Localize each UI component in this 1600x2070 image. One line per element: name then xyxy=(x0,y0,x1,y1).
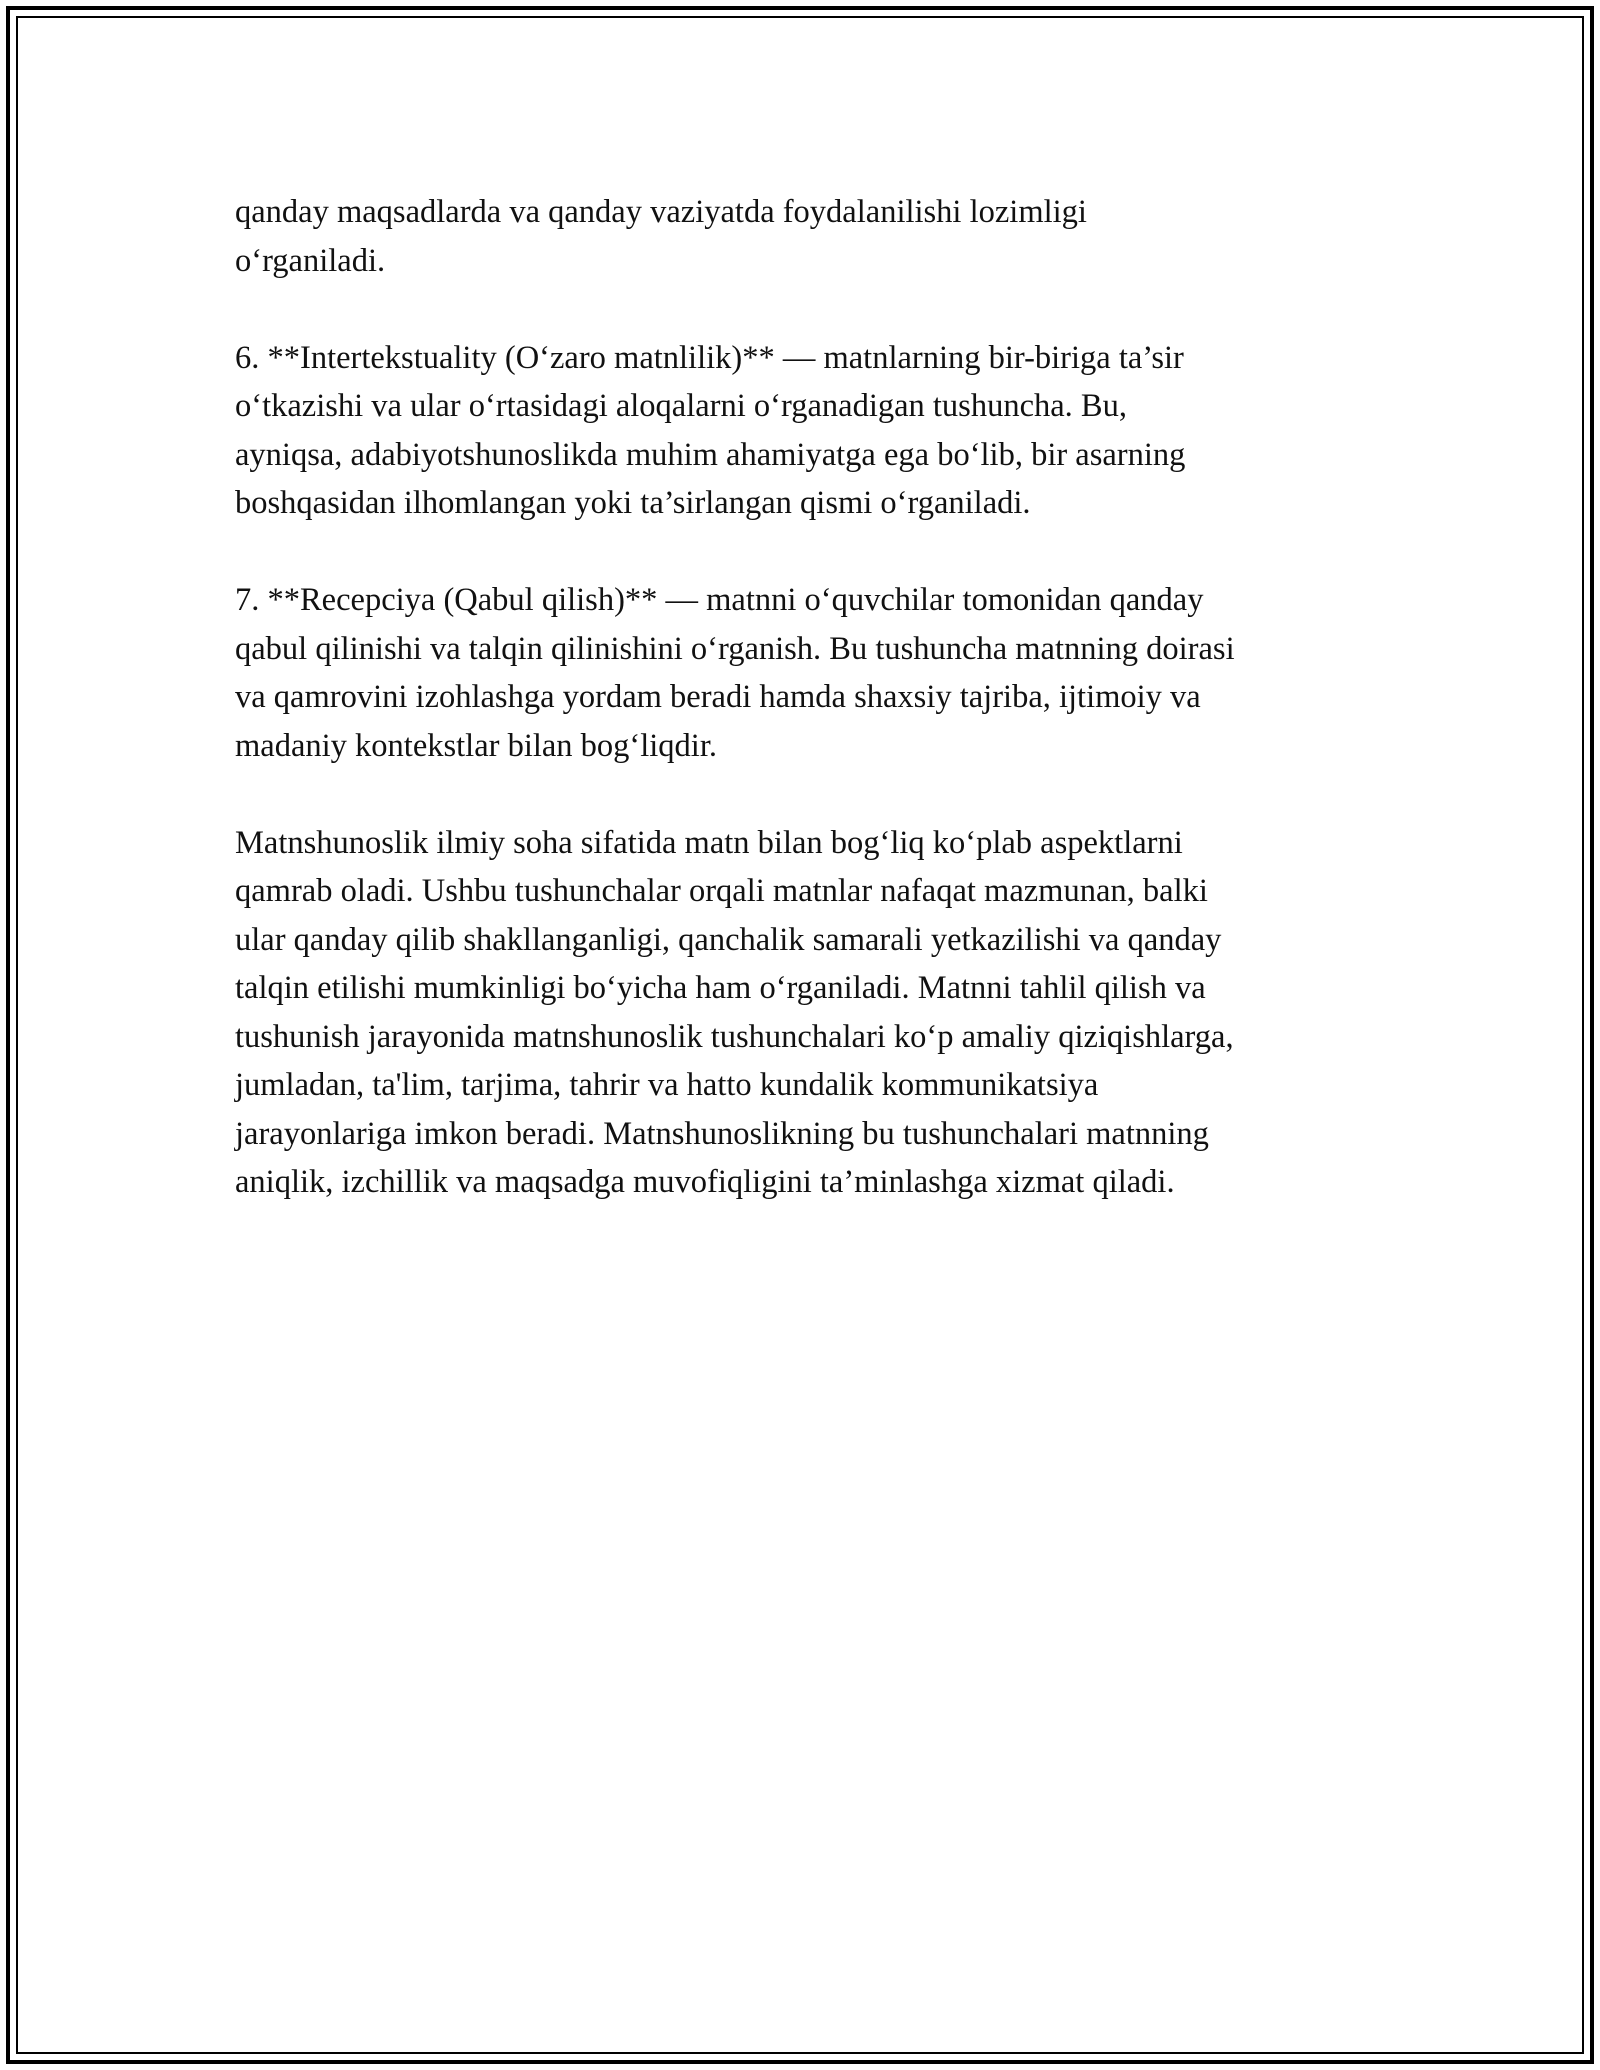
text-line: tushunish jarayonida matnshunoslik tushunchalari ko‘p amaliy qiziqishlarga, xyxy=(235,1018,1234,1055)
paragraph-reception xyxy=(235,576,1375,770)
text-line: ayniqsa, adabiyotshunoslikda muhim ahamiyatga ega bo‘lib, bir asarning xyxy=(235,436,1186,473)
paragraph-conclusion xyxy=(235,819,1375,1207)
text-line: Matnshunoslik ilmiy soha sifatida matn bilan bog‘liq ko‘plab aspektlarni xyxy=(235,824,1183,861)
text-line: o‘tkazishi va ular o‘rtasidagi aloqalarni o‘rganadigan tushuncha. Bu, xyxy=(235,388,1127,424)
text-line: boshqasidan ilhomlangan yoki ta’sirlangan qismi o‘rganiladi. xyxy=(235,485,1031,521)
text-line: qamrab oladi. Ushbu tushunchalar orqali matnlar nafaqat mazmunan, balki xyxy=(235,873,1208,909)
text-line: jumladan, ta'lim, tarjima, tahrir va hatto kundalik kommunikatsiya xyxy=(235,1067,1099,1103)
paragraph-intertextuality xyxy=(235,334,1375,528)
text-line: o‘rganiladi. xyxy=(235,242,386,279)
text-line: 6. **Intertekstuality (O‘zaro matnlilik)** — matnlarning bir-biriga ta’sir xyxy=(235,339,1184,376)
text-line: ular qanday qilib shakllanganligi, qanchalik samarali yetkazilishi va qanday xyxy=(235,921,1222,958)
text-line: qanday maqsadlarda va qanday vaziyatda foydalanilishi lozimligi xyxy=(235,194,1087,230)
text-line: madaniy kontekstlar bilan bog‘liqdir. xyxy=(235,727,717,764)
text-line: aniqlik, izchillik va maqsadga muvofiqligini ta’minlashga xizmat qiladi. xyxy=(235,1164,1175,1200)
paragraph-continuation xyxy=(235,188,1375,285)
text-line: jarayonlariga imkon beradi. Matnshunoslikning bu tushunchalari matnning xyxy=(235,1115,1209,1152)
text-line: va qamrovini izohlashga yordam beradi hamda shaxsiy tajriba, ijtimoiy va xyxy=(235,679,1201,715)
text-line: talqin etilishi mumkinligi bo‘yicha ham o‘rganiladi. Matnni tahlil qilish va xyxy=(235,970,1206,1006)
text-line: 7. **Recepciya (Qabul qilish)** — matnni o‘quvchilar tomonidan qanday xyxy=(235,582,1204,618)
document-body xyxy=(235,188,1375,1255)
text-line: qabul qilinishi va talqin qilinishini o‘rganish. Bu tushuncha matnning doirasi xyxy=(235,630,1235,667)
